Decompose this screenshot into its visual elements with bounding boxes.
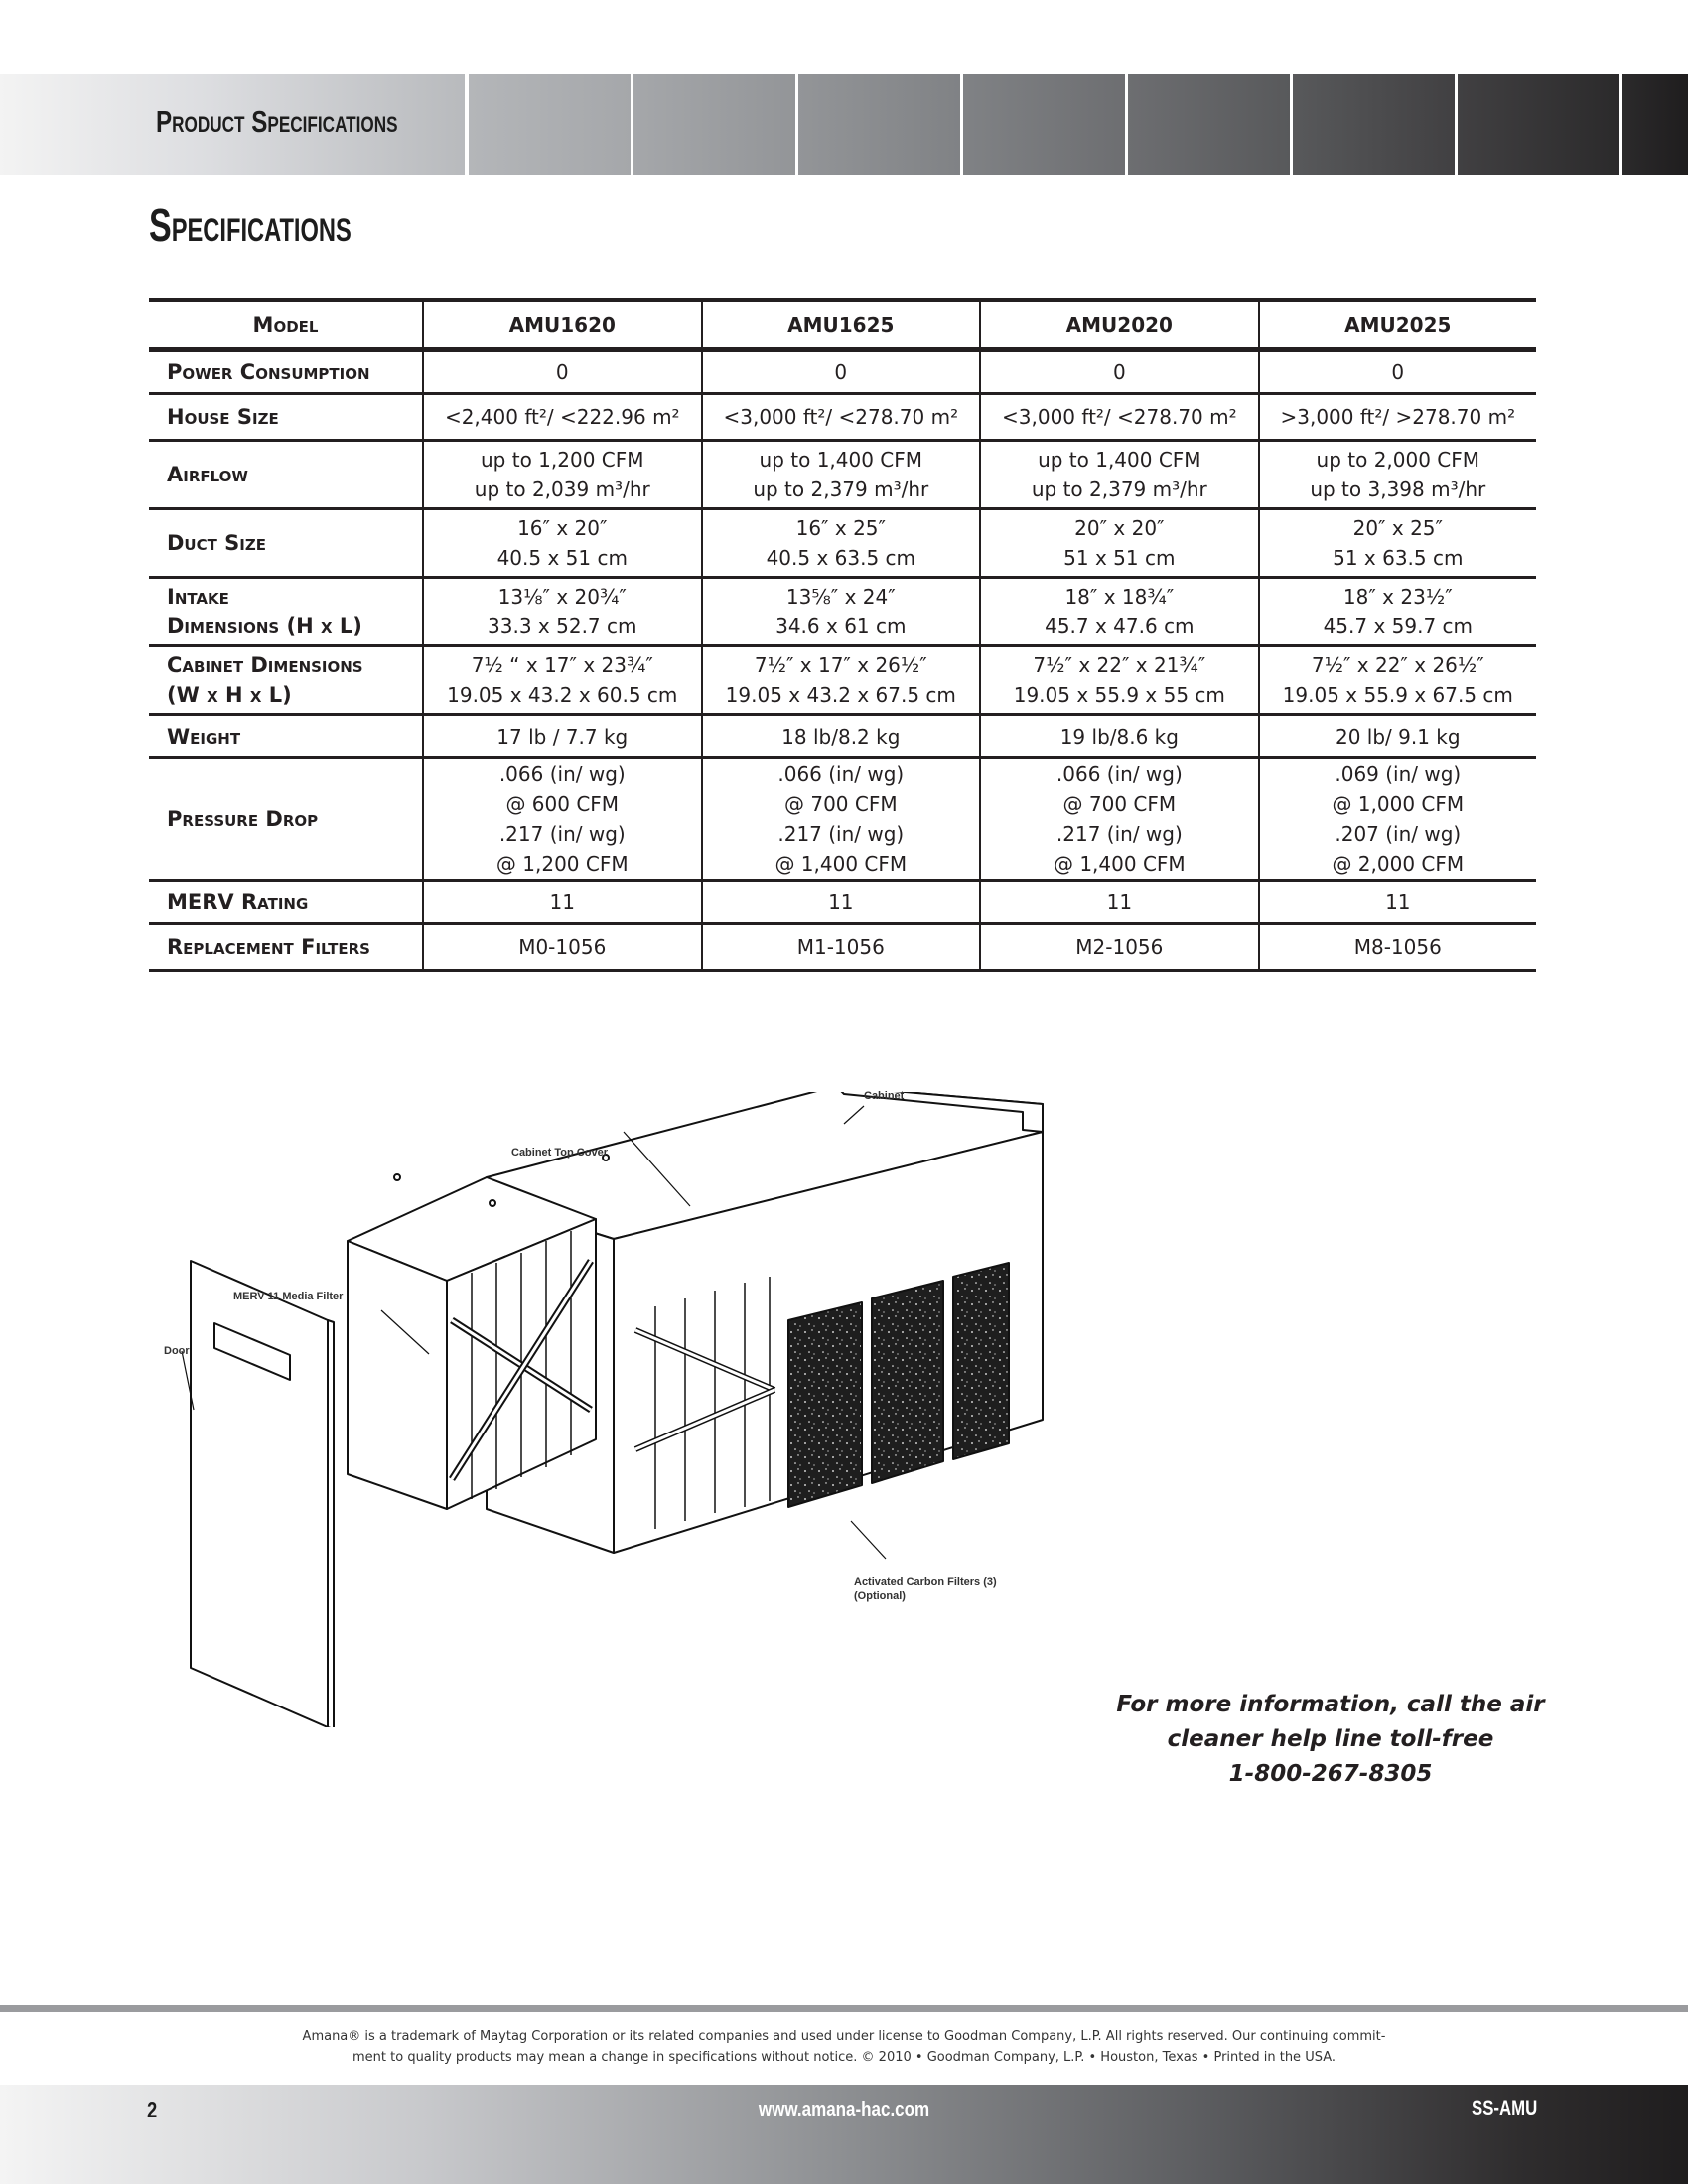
table-cell [1259,715,1536,758]
cell-value: .207 (in/ wg) [1335,822,1462,846]
table-cell [423,881,702,924]
cell-value: .069 (in/ wg) [1335,762,1462,786]
cell-value: .217 (in/ wg) [498,822,626,846]
cell-value: up to 3,398 m³/hr [1310,478,1486,501]
table-cell [1259,758,1536,881]
column-header-amu2020: AMU2020 [980,300,1259,350]
table-cell [980,441,1259,509]
table-cell [980,578,1259,646]
table-row [149,646,1536,715]
cell-value: 11 [828,889,854,914]
table-cell [423,509,702,578]
table-cell [702,924,981,971]
row-label-text: Pressure Drop [167,807,319,831]
cell-value: @ 1,000 CFM [1332,792,1465,816]
table-cell [423,924,702,971]
table-row [149,441,1536,509]
table-cell [702,715,981,758]
exploded-view-diagram [149,1092,1072,1727]
cell-value: up to 1,400 CFM [1038,448,1201,472]
document-id: SS-AMU [1472,2097,1538,2119]
cell-value: 7½ “ x 17″ x 23¾″ [471,653,653,677]
legal-line-1: Amana® is a trademark of Maytag Corporation or its related companies and used under license to Goodman Company, L.P. All rights reserved. Our continuing commit- [302,2029,1386,2044]
table-body [149,350,1536,971]
cell-value: @ 2,000 CFM [1332,852,1465,876]
row-label [149,394,423,441]
cell-value: up to 2,039 m³/hr [474,478,650,501]
table-cell [980,509,1259,578]
table-cell [1259,441,1536,509]
cell-value: M1-1056 [796,935,885,959]
table-header-row [149,300,1536,350]
column-header-amu2025: AMU2025 [1344,313,1452,337]
table-cell [423,758,702,881]
table-cell [1259,578,1536,646]
table-cell [980,758,1259,881]
cell-value: up to 1,200 CFM [481,448,644,472]
table-cell [1259,350,1536,394]
website-link[interactable]: www.amana-hac.com [758,2099,930,2120]
cell-value: .066 (in/ wg) [777,762,905,786]
cell-value: M2-1056 [1075,935,1164,959]
cell-value: M8-1056 [1353,935,1442,959]
cell-value: up to 2,379 m³/hr [753,478,929,501]
cell-value: 17 lb / 7.7 kg [496,724,629,749]
table-cell [423,715,702,758]
cell-value: 0 [834,360,848,384]
column-header-amu1620: AMU1620 [423,300,702,350]
row-label-text: Intake [167,585,229,609]
cell-value: 19 lb/8.6 kg [1059,724,1179,749]
cell-value: .217 (in/ wg) [777,822,905,846]
cell-value: <2,400 ft²/ <222.96 m² [444,405,680,429]
cell-value: @ 1,200 CFM [495,852,629,876]
row-label-text: Cabinet Dimensions [167,653,363,677]
cell-value: 20″ x 20″ [1074,516,1165,540]
cell-value: 18″ x 18¾″ [1064,585,1175,609]
cell-value: 18″ x 23½″ [1342,585,1453,609]
table-cell [702,646,981,715]
door-panel [191,1261,328,1727]
table-cell [980,646,1259,715]
cell-value: 0 [1112,360,1126,384]
table-cell [702,509,981,578]
column-header-model: Model [149,300,423,350]
table-cell [423,441,702,509]
cell-value: M0-1056 [518,935,607,959]
cell-value: 20″ x 25″ [1352,516,1443,540]
legal-notice [0,2026,1688,2068]
table-cell [980,881,1259,924]
cell-value: 18 lb/8.2 kg [781,724,901,749]
cell-value: up to 2,379 m³/hr [1031,478,1207,501]
cell-value: @ 700 CFM [783,792,898,816]
cell-value: 0 [555,360,569,384]
cell-value: <3,000 ft²/ <278.70 m² [1002,405,1237,429]
cell-value: 7½″ x 17″ x 26½″ [754,653,927,677]
media-filter-side [348,1241,447,1509]
cell-value: <3,000 ft²/ <278.70 m² [723,405,959,429]
cell-value: 19.05 x 55.9 x 67.5 cm [1282,683,1513,707]
label-carbon-optional: (Optional) [854,1590,906,1602]
table-cell [1259,394,1536,441]
table-row [149,758,1536,881]
cell-value: .217 (in/ wg) [1055,822,1183,846]
cell-value: @ 1,400 CFM [774,852,908,876]
cell-value: up to 1,400 CFM [759,448,923,472]
cell-value: 16″ x 25″ [795,516,886,540]
table-cell [980,350,1259,394]
table-cell [1259,924,1536,971]
row-label [149,646,423,715]
cell-value: .066 (in/ wg) [1055,762,1183,786]
table-cell [423,350,702,394]
header-decor-block [469,74,631,175]
cell-value: 45.7 x 47.6 cm [1045,614,1195,638]
row-label [149,509,423,578]
label-carbon-filters: Activated Carbon Filters (3) [854,1576,997,1588]
help-line-text-1: For more information, call the air [1116,1692,1545,1717]
table-cell [980,394,1259,441]
label-door: Door [164,1345,190,1357]
row-label-text: Dimensions (H x L) [167,614,362,638]
cell-value: 13⅛″ x 20¾″ [497,585,627,609]
table-cell [702,578,981,646]
header-decor-block [633,74,795,175]
cell-value: .066 (in/ wg) [498,762,626,786]
table-row [149,715,1536,758]
row-label [149,715,423,758]
cell-value: 11 [549,889,575,914]
table-cell [423,394,702,441]
cell-value: >3,000 ft²/ >278.70 m² [1280,405,1516,429]
row-label [149,758,423,881]
cell-value: 7½″ x 22″ x 21¾″ [1033,653,1206,677]
carbon-filter-2 [872,1281,943,1483]
table-cell [702,394,981,441]
cell-value: 45.7 x 59.7 cm [1323,614,1474,638]
header-decor-block [1293,74,1455,175]
help-line-text-2: cleaner help line toll-free [1167,1726,1494,1752]
cell-value: 19.05 x 55.9 x 55 cm [1013,683,1225,707]
row-label-text: Airflow [167,463,248,486]
cell-value: @ 1,400 CFM [1053,852,1186,876]
cell-value: 40.5 x 63.5 cm [766,546,916,570]
cell-value: @ 600 CFM [505,792,620,816]
label-cabinet-top-cover: Cabinet Top Cover [511,1147,608,1159]
cell-value: 0 [1391,360,1405,384]
air-cleaner-drawing [149,1092,1072,1727]
help-line-callout [1112,1688,1549,1792]
table-cell [1259,881,1536,924]
header-decor-block [798,74,960,175]
header-bar [0,74,1688,175]
table-cell [702,881,981,924]
cell-value: 51 x 63.5 cm [1333,546,1464,570]
table-cell [1259,509,1536,578]
cell-value: 19.05 x 43.2 x 67.5 cm [725,683,956,707]
row-label [149,350,423,394]
column-header-amu1625: AMU1625 [702,300,981,350]
specifications-table [149,298,1536,972]
label-media-filter: MERV 11 Media Filter [233,1291,344,1302]
table-row [149,350,1536,394]
cell-value: 20 lb/ 9.1 kg [1335,724,1461,749]
legal-line-2: ment to quality products may mean a change in specifications without notice. © 2010 • Goodman Company, L.P. • Houston, Texas • Printed in the USA. [352,2050,1336,2065]
row-label-text: Replacement Filters [167,935,370,959]
row-label [149,578,423,646]
header-decor-block [963,74,1125,175]
row-label-text: House Size [167,405,279,429]
table-row [149,394,1536,441]
label-cabinet: Cabinet [864,1090,905,1102]
cell-value: 51 x 51 cm [1063,546,1176,570]
row-label [149,924,423,971]
table-cell [1259,646,1536,715]
cell-value: 33.3 x 52.7 cm [488,614,637,638]
page-number: 2 [147,2097,158,2122]
cell-value: 11 [1106,889,1133,914]
table-row [149,881,1536,924]
header-title-segment [0,74,465,175]
table-row [149,509,1536,578]
help-line-phone: 1-800-267-8305 [1228,1761,1433,1787]
cell-value: @ 700 CFM [1062,792,1177,816]
page-title: Specifications [149,200,352,251]
row-label-text: (W x H x L) [167,683,292,707]
cell-value: 11 [1385,889,1411,914]
header-decor-block [1128,74,1290,175]
cell-value: 13⅝″ x 24″ [785,585,896,609]
footer-rule [0,2005,1688,2012]
row-label [149,881,423,924]
table-cell [702,758,981,881]
table-cell [423,578,702,646]
carbon-filter-1 [788,1302,862,1507]
row-label [149,441,423,509]
header-decor-block [1458,74,1619,175]
table-cell [423,646,702,715]
row-label-text: MERV Rating [167,889,309,914]
cell-value: up to 2,000 CFM [1316,448,1480,472]
carbon-filter-3 [953,1263,1009,1459]
table-cell [980,924,1259,971]
cell-value: 7½″ x 22″ x 26½″ [1311,653,1484,677]
table-cell [702,441,981,509]
row-label-text: Power Consumption [167,360,370,384]
table-row [149,924,1536,971]
cell-value: 16″ x 20″ [517,516,608,540]
cell-value: 34.6 x 61 cm [775,614,907,638]
table-row [149,578,1536,646]
table-cell [980,715,1259,758]
row-label-text: Weight [167,724,241,749]
header-decor-block [1622,74,1688,175]
table-cell [702,350,981,394]
cell-value: 19.05 x 43.2 x 60.5 cm [447,683,678,707]
cell-value: 40.5 x 51 cm [496,546,628,570]
row-label-text: Duct Size [167,531,266,555]
section-title: Product Specifications [156,104,398,139]
